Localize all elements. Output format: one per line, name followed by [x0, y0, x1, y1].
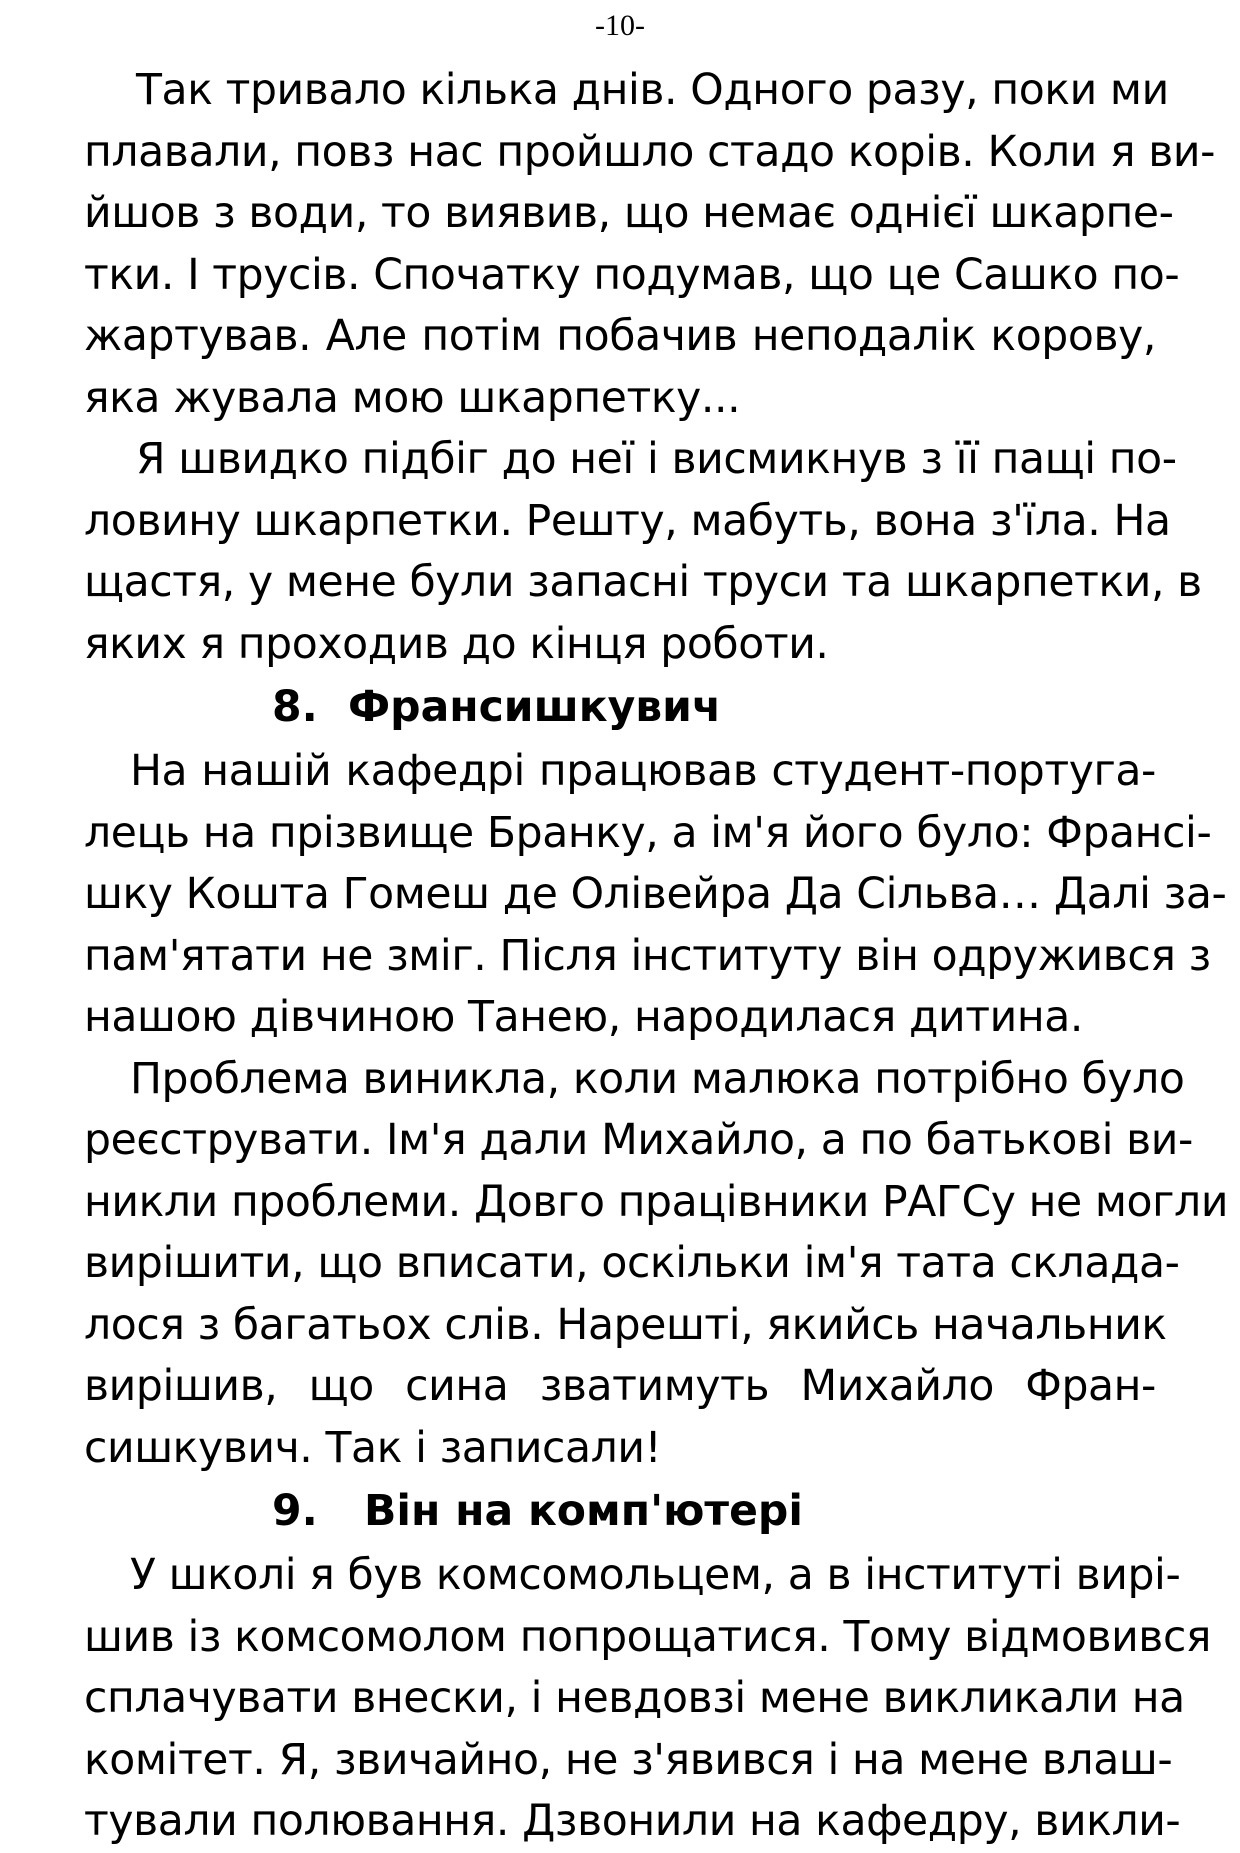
text-line: комітет. Я, звичайно, не з'явився і на мене влаш-	[84, 1735, 1173, 1785]
section-number: 8.	[272, 683, 318, 732]
text-line: реєструвати. Ім'я дали Михайло, а по батькові ви-	[84, 1116, 1193, 1165]
paragraph	[84, 429, 1202, 675]
text-line: лець на прізвище Бранку, а ім'я його було: Франсі-	[84, 808, 1212, 858]
paragraph	[84, 1545, 1212, 1853]
section-title: Він на комп'ютері	[364, 1487, 803, 1536]
text-line: щастя, у мене були запасні труси та шкарпетки, в	[84, 558, 1202, 607]
text-line: Так тривало кілька днів. Одного разу, поки ми	[136, 66, 1169, 115]
text-line: никли проблеми. Довго працівники РАГСу не могли	[84, 1177, 1229, 1227]
paragraph	[84, 741, 1227, 1049]
text-line: вирішив, що сина зватимуть Михайло Фран-	[84, 1362, 1156, 1411]
text-line: йшов з води, то виявив, що немає однієї шкарпе-	[84, 189, 1174, 238]
paragraph	[84, 60, 1216, 429]
section-number: 9.	[272, 1487, 318, 1536]
text-line: шив із комсомолом попрощатися. Тому відмовився	[84, 1612, 1212, 1662]
text-line: нашою дівчиною Танею, народилася дитина.	[84, 993, 1083, 1042]
text-line: жартував. Але потім побачив неподалік корову,	[84, 312, 1156, 361]
text-line: тки. І трусів. Спочатку подумав, що це Сашко по-	[84, 250, 1180, 300]
text-line: плавали, повз нас пройшло стадо корів. Коли я ви-	[84, 127, 1216, 177]
section-heading-9	[84, 1479, 1156, 1545]
text-line: ловину шкарпетки. Решту, мабуть, вона з'їла. На	[84, 496, 1171, 546]
text-line: лося з багатьох слів. Нарешті, якийсь начальник	[84, 1300, 1167, 1350]
text-line: тували полювання. Дзвонили на кафедру, викли-	[84, 1797, 1181, 1846]
page-number: -10-	[595, 9, 645, 42]
paragraph	[84, 1049, 1229, 1480]
text-line: вирішити, що вписати, оскільки ім'я тата склада-	[84, 1239, 1180, 1288]
text-line: сишкувич. Так і записали!	[84, 1423, 662, 1473]
section-heading-8	[84, 675, 1156, 741]
text-line: На нашій кафедрі працював студент-португа-	[130, 747, 1156, 796]
text-line: яка жувала мою шкарпетку...	[84, 373, 741, 423]
text-line: Я швидко підбіг до неї і висмикнув з її пащі по-	[136, 435, 1177, 484]
page-body	[84, 60, 1229, 1853]
text-line: сплачувати внески, і невдовзі мене викликали на	[84, 1674, 1185, 1723]
text-line: пам'ятати не зміг. Після інституту він одружився з	[84, 931, 1211, 981]
text-line: У школі я був комсомольцем, а в інституті вирі-	[130, 1551, 1181, 1600]
section-title: Франсишкувич	[348, 683, 722, 732]
text-line: Проблема виникла, коли малюка потрібно було	[130, 1054, 1185, 1104]
text-line: шку Кошта Гомеш де Олівейра Да Сільва… Далі за-	[84, 870, 1227, 919]
text-line: яких я проходив до кінця роботи.	[84, 619, 829, 669]
